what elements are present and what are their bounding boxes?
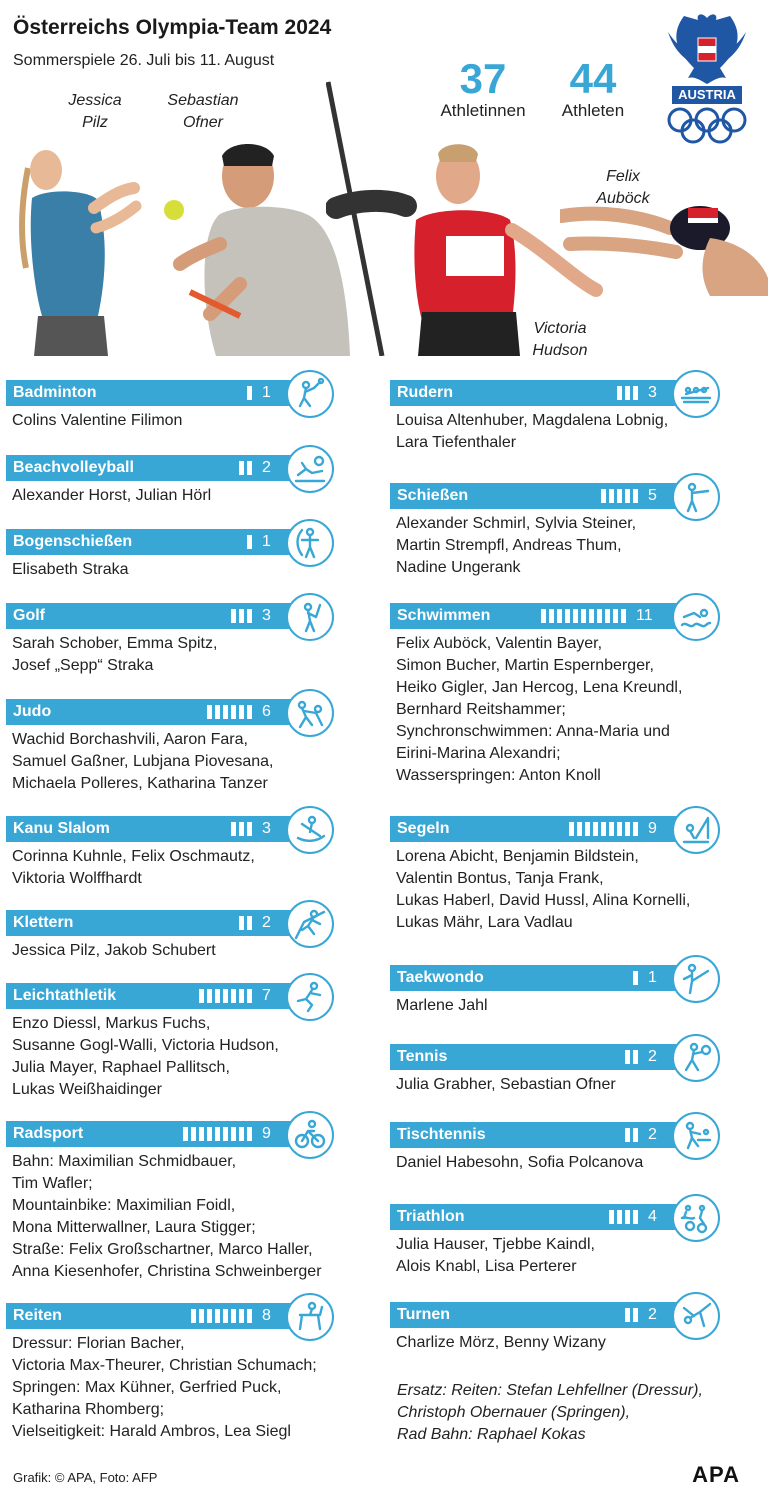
sport-name: Radsport: [13, 1125, 84, 1142]
page-subtitle: Sommerspiele 26. Juli bis 11. August: [13, 52, 275, 69]
athlete-tick: [247, 1309, 252, 1323]
athlete-names-line: Simon Bucher, Martin Espernberger,: [396, 657, 654, 674]
sport-name: Rudern: [397, 384, 453, 401]
athlete-tick: [239, 609, 244, 623]
sport-name: Leichtathletik: [13, 987, 117, 1004]
athlete-count: 1: [262, 533, 271, 550]
athlete-tick: [223, 989, 228, 1003]
athlete-names: [12, 485, 211, 507]
athlete-tick: [199, 989, 204, 1003]
athlete-count-ticks: [239, 461, 252, 475]
athlete-tick: [247, 822, 252, 836]
athlete-names-line: Colins Valentine Filimon: [12, 412, 183, 429]
athlete-names-line: Mountainbike: Maximilian Foidl,: [12, 1197, 236, 1214]
table-tennis-icon: [680, 1120, 712, 1152]
athlete-tick: [247, 386, 252, 400]
athlete-tick: [239, 822, 244, 836]
athlete-names: [396, 995, 488, 1017]
athlete-names-line: Jessica Pilz, Jakob Schubert: [12, 942, 216, 959]
sport-icon-badge: [672, 955, 720, 1003]
athlete-names-line: Enzo Diessl, Markus Fuchs,: [12, 1015, 211, 1032]
athlete-names: [396, 410, 668, 454]
athlete-names-line: Eirini-Marina Alexandri;: [396, 745, 561, 762]
athlete-tick: [247, 609, 252, 623]
athlete-tick: [589, 609, 594, 623]
featured-pilz-label: Jessica Pilz: [68, 92, 122, 131]
athlete-tick: [601, 489, 606, 503]
sport-bar: [6, 1303, 326, 1329]
sport-bar: [390, 1122, 712, 1148]
photo-felix-aubock: [560, 188, 768, 296]
athlete-names-line: Marlene Jahl: [396, 997, 488, 1014]
athlete-names-line: Lara Tiefenthaler: [396, 434, 517, 451]
athlete-tick: [633, 1308, 638, 1322]
athlete-names-line: Felix Auböck, Valentin Bayer,: [396, 635, 603, 652]
athlete-count-ticks: [247, 386, 252, 400]
sport-bar: [390, 380, 712, 406]
athlete-count-ticks: [601, 489, 638, 503]
athlete-tick: [231, 1127, 236, 1141]
sport-name: Bogenschießen: [13, 533, 133, 550]
athlete-tick: [239, 1309, 244, 1323]
sport-name: Taekwondo: [397, 969, 484, 986]
athlete-tick: [585, 822, 590, 836]
athlete-tick: [617, 1210, 622, 1224]
athlete-names-line: Julia Mayer, Raphael Pallitsch,: [12, 1059, 230, 1076]
sport-bar: [390, 1302, 712, 1328]
athlete-count: 2: [648, 1048, 657, 1065]
rowing-icon: [680, 378, 712, 410]
sport-name: Schwimmen: [397, 607, 491, 624]
athlete-count-ticks: [625, 1050, 638, 1064]
olympic-rings-icon: [664, 106, 750, 146]
athlete-names-line: Wachid Borchashvili, Aaron Fara,: [12, 731, 248, 748]
sport-icon-badge: [672, 1112, 720, 1160]
judo-icon: [294, 697, 326, 729]
athlete-names: [396, 1332, 606, 1354]
athlete-tick: [625, 1308, 630, 1322]
athlete-tick: [231, 705, 236, 719]
athlete-tick: [215, 989, 220, 1003]
athlete-names-line: Lorena Abicht, Benjamin Bildstein,: [396, 848, 639, 865]
athlete-tick: [549, 609, 554, 623]
athlete-names-line: Heiko Gigler, Jan Hercog, Lena Kreundl,: [396, 679, 683, 696]
sport-icon-badge: [672, 1194, 720, 1242]
photo-jessica-pilz: [8, 128, 148, 356]
athlete-tick: [617, 386, 622, 400]
athlete-count: 2: [648, 1306, 657, 1323]
athlete-names-line: Mona Mitterwallner, Laura Stigger;: [12, 1219, 256, 1236]
athlete-names-line: Vielseitigkeit: Harald Ambros, Lea Siegl: [12, 1423, 291, 1440]
sport-icon-badge: [286, 593, 334, 641]
sport-bar: [6, 455, 326, 481]
athlete-names: [12, 1151, 322, 1283]
athlete-names-line: Wasserspringen: Anton Knoll: [396, 767, 601, 784]
athlete-tick: [215, 705, 220, 719]
athlete-names: [12, 729, 274, 795]
athlete-tick: [609, 1210, 614, 1224]
athlete-names-line: Alexander Horst, Julian Hörl: [12, 487, 212, 504]
athleten-label: Athleten: [561, 101, 625, 120]
sport-bar: [390, 1044, 712, 1070]
athlete-tick: [593, 822, 598, 836]
equestrian-icon: [294, 1301, 326, 1333]
featured-hudson-label: Victoria Hudson: [532, 320, 588, 359]
athlete-tick: [633, 971, 638, 985]
athlete-tick: [633, 822, 638, 836]
athlete-tick: [557, 609, 562, 623]
athlete-count: 11: [636, 607, 653, 624]
athlete-tick: [625, 386, 630, 400]
athlete-tick: [633, 386, 638, 400]
athlete-names-line: Lukas Haberl, David Hussl, Alina Kornelli,: [396, 892, 691, 909]
sport-bar: [6, 1121, 326, 1147]
swimming-icon: [680, 601, 712, 633]
athlete-count-ticks: [633, 971, 638, 985]
athlete-tick: [633, 1128, 638, 1142]
beachvolleyball-icon: [294, 453, 326, 485]
athlete-tick: [601, 822, 606, 836]
sport-bar: [390, 483, 712, 509]
athletinnen-label: Athletinnen: [440, 101, 526, 120]
athlete-names-line: Charlize Mörz, Benny Wizany: [396, 1334, 606, 1351]
athlete-count-ticks: [199, 989, 252, 1003]
athlete-count-ticks: [541, 609, 626, 623]
athlete-count-ticks: [609, 1210, 638, 1224]
athlete-names-line: Lukas Weißhaidinger: [12, 1081, 163, 1098]
sport-bar: [390, 1204, 712, 1230]
athlete-names: [12, 1333, 317, 1443]
athlete-tick: [231, 989, 236, 1003]
athlete-tick: [199, 1127, 204, 1141]
sport-bar: [390, 603, 712, 629]
athlete-tick: [609, 822, 614, 836]
climbing-icon: [294, 908, 326, 940]
athlete-count-ticks: [569, 822, 638, 836]
athlete-tick: [207, 1309, 212, 1323]
athlete-tick: [207, 705, 212, 719]
ersatz-note: Ersatz: Reiten: Stefan Lehfellner (Dressur), Christoph Obernauer (Springen), Rad Bahn: Raphael Kokas: [397, 1382, 703, 1443]
sport-icon-badge: [286, 806, 334, 854]
athlete-tick: [247, 535, 252, 549]
sport-name: Tennis: [397, 1048, 448, 1065]
athlete-count: 7: [262, 987, 271, 1004]
athlete-tick: [223, 1127, 228, 1141]
athlete-count: 8: [262, 1307, 271, 1324]
sport-bar: [6, 910, 326, 936]
athlete-tick: [605, 609, 610, 623]
athlete-names-line: Katharina Rhomberg;: [12, 1401, 165, 1418]
athlete-tick: [231, 1309, 236, 1323]
athlete-count: 9: [648, 820, 657, 837]
athlete-names-line: Anna Kiesenhofer, Christina Schweinberger: [12, 1263, 322, 1280]
athlete-tick: [215, 1309, 220, 1323]
athletinnen-count: 37: [459, 55, 507, 102]
athlete-tick: [239, 916, 244, 930]
sport-name: Kanu Slalom: [13, 820, 110, 837]
sport-icon-badge: [672, 1034, 720, 1082]
sport-bar: [6, 603, 326, 629]
sport-icon-badge: [672, 370, 720, 418]
athlete-tick: [239, 1127, 244, 1141]
sport-name: Segeln: [397, 820, 450, 837]
athlete-names: [396, 1234, 595, 1278]
athlete-tick: [569, 822, 574, 836]
sport-icon-badge: [672, 1292, 720, 1340]
athlete-tick: [633, 1210, 638, 1224]
athlete-tick: [621, 609, 626, 623]
athlete-names-line: Corinna Kuhnle, Felix Oschmautz,: [12, 848, 255, 865]
athlete-count-ticks: [625, 1308, 638, 1322]
athlete-count: 3: [262, 607, 271, 624]
sport-name: Klettern: [13, 914, 74, 931]
athlete-tick: [223, 1309, 228, 1323]
sport-name: Tischtennis: [397, 1126, 486, 1143]
athlete-tick: [573, 609, 578, 623]
athlete-count-ticks: [617, 386, 638, 400]
athlete-tick: [633, 489, 638, 503]
athlete-count: 1: [648, 969, 657, 986]
athlete-names-line: Louisa Altenhuber, Magdalena Lobnig,: [396, 412, 669, 429]
sport-name: Judo: [13, 703, 52, 720]
athlete-tick: [609, 489, 614, 503]
athlete-names-line: Straße: Felix Großschartner, Marco Haller,: [12, 1241, 313, 1258]
athlete-names-line: Tim Wafler;: [12, 1175, 93, 1192]
athlete-tick: [581, 609, 586, 623]
athlete-count: 2: [648, 1126, 657, 1143]
sport-icon-badge: [286, 445, 334, 493]
athlete-names-line: Nadine Ungerank: [396, 559, 521, 576]
athlete-tick: [191, 1127, 196, 1141]
athlete-tick: [223, 705, 228, 719]
sport-bar: [390, 816, 712, 842]
athlete-count: 4: [648, 1208, 657, 1225]
athlete-tick: [577, 822, 582, 836]
athlete-tick: [239, 989, 244, 1003]
sport-icon-badge: [286, 689, 334, 737]
athlete-names-line: Dressur: Florian Bacher,: [12, 1335, 185, 1352]
athlete-count: 1: [262, 384, 271, 401]
athlete-count-ticks: [191, 1309, 252, 1323]
sport-icon-badge: [286, 519, 334, 567]
athlete-names-line: Julia Hauser, Tjebbe Kaindl,: [396, 1236, 595, 1253]
cycling-icon: [294, 1119, 326, 1151]
sport-icon-badge: [672, 473, 720, 521]
athlete-names: [12, 940, 216, 962]
golf-icon: [294, 601, 326, 633]
athlete-names-line: Elisabeth Straka: [12, 561, 129, 578]
athlete-tick: [207, 989, 212, 1003]
athlete-count: 2: [262, 914, 271, 931]
athlete-names-line: Martin Strempfl, Andreas Thum,: [396, 537, 622, 554]
apa-logo: APA: [692, 1462, 740, 1487]
athlete-names: [12, 633, 217, 677]
badminton-icon: [294, 378, 326, 410]
austria-label: AUSTRIA: [672, 86, 742, 104]
sport-icon-badge: [286, 973, 334, 1021]
athlete-names-line: Valentin Bontus, Tanja Frank,: [396, 870, 604, 887]
athlete-tick: [191, 1309, 196, 1323]
athlete-names-line: Julia Grabher, Sebastian Ofner: [396, 1076, 616, 1093]
shooting-icon: [680, 481, 712, 513]
athlete-tick: [625, 822, 630, 836]
athlete-names-line: Viktoria Wolffhardt: [12, 870, 142, 887]
athlete-names-line: Springen: Max Kühner, Gerfried Puck,: [12, 1379, 282, 1396]
athlete-tick: [625, 489, 630, 503]
triathlon-icon: [680, 1202, 712, 1234]
olympic-committee-logo: [664, 10, 750, 145]
featured-ofner-label: Sebastian Ofner: [167, 92, 239, 131]
athlete-tick: [597, 609, 602, 623]
sport-name: Reiten: [13, 1307, 62, 1324]
athlete-count: 2: [262, 459, 271, 476]
athlete-tick: [625, 1128, 630, 1142]
athlete-count-ticks: [247, 535, 252, 549]
athlete-tick: [625, 1210, 630, 1224]
athlete-count: 5: [648, 487, 657, 504]
sport-bar: [6, 380, 326, 406]
athlete-tick: [199, 1309, 204, 1323]
sailing-icon: [680, 814, 712, 846]
gymnastics-icon: [680, 1300, 712, 1332]
sport-bar: [6, 699, 326, 725]
canoe-slalom-icon: [294, 814, 326, 846]
athlete-tick: [215, 1127, 220, 1141]
athlete-names: [12, 1013, 279, 1101]
athlete-tick: [247, 705, 252, 719]
athlete-tick: [207, 1127, 212, 1141]
sport-icon-badge: [286, 370, 334, 418]
athlete-tick: [613, 609, 618, 623]
athlete-names-line: Susanne Gogl-Walli, Victoria Hudson,: [12, 1037, 279, 1054]
athlete-names: [396, 1074, 616, 1096]
sport-bar: [6, 983, 326, 1009]
athlete-tick: [633, 1050, 638, 1064]
athlete-tick: [541, 609, 546, 623]
athlete-count: 6: [262, 703, 271, 720]
athlete-tick: [247, 1127, 252, 1141]
sport-bar: [390, 965, 712, 991]
sport-name: Triathlon: [397, 1208, 465, 1225]
athlete-tick: [565, 609, 570, 623]
athlete-names-line: Alois Knabl, Lisa Perterer: [396, 1258, 577, 1275]
featured-aubock-label: Felix Auböck: [596, 168, 650, 207]
athlete-count: 9: [262, 1125, 271, 1142]
athlete-tick: [239, 705, 244, 719]
sport-bar: [6, 816, 326, 842]
athlete-names: [396, 1152, 643, 1174]
athlete-names: [396, 513, 636, 579]
athlete-count: 3: [648, 384, 657, 401]
athlete-names: [12, 846, 255, 890]
archery-icon: [294, 527, 326, 559]
athlete-tick: [247, 461, 252, 475]
athlete-names: [396, 633, 682, 787]
athlete-tick: [617, 489, 622, 503]
athlete-names-line: Synchronschwimmen: Anna-Maria und: [396, 723, 670, 740]
athlete-count-ticks: [231, 609, 252, 623]
athletics-icon: [294, 981, 326, 1013]
athlete-count-ticks: [239, 916, 252, 930]
athlete-names-line: Alexander Schmirl, Sylvia Steiner,: [396, 515, 637, 532]
athleten-count: 44: [569, 55, 617, 102]
sport-name: Badminton: [13, 384, 97, 401]
athlete-names-line: Victoria Max-Theurer, Christian Schumach;: [12, 1357, 317, 1374]
athlete-names-line: Daniel Habesohn, Sofia Polcanova: [396, 1154, 644, 1171]
credit-line: Grafik: © APA, Foto: AFP: [13, 1470, 158, 1485]
athlete-count: 3: [262, 820, 271, 837]
sport-name: Schießen: [397, 487, 469, 504]
sport-name: Golf: [13, 607, 45, 624]
sport-bar: [6, 529, 326, 555]
athlete-tick: [183, 1127, 188, 1141]
athlete-count-ticks: [207, 705, 252, 719]
athlete-count-ticks: [625, 1128, 638, 1142]
athlete-names: [12, 410, 182, 432]
athlete-count-ticks: [183, 1127, 252, 1141]
athlete-tick: [239, 461, 244, 475]
athlete-names-line: Lukas Mähr, Lara Vadlau: [396, 914, 573, 931]
athlete-names: [12, 559, 129, 581]
athlete-tick: [247, 916, 252, 930]
athlete-tick: [231, 609, 236, 623]
sport-icon-badge: [286, 900, 334, 948]
athlete-tick: [247, 989, 252, 1003]
athlete-names-line: Bahn: Maximilian Schmidbauer,: [12, 1153, 237, 1170]
sport-name: Beachvolleyball: [13, 459, 134, 476]
tennis-icon: [680, 1042, 712, 1074]
athlete-names-line: Josef „Sepp“ Straka: [12, 657, 154, 674]
athlete-names-line: Michaela Polleres, Katharina Tanzer: [12, 775, 268, 792]
page-title: Österreichs Olympia-Team 2024: [13, 16, 332, 39]
athlete-count-ticks: [231, 822, 252, 836]
athlete-tick: [231, 822, 236, 836]
athlete-tick: [617, 822, 622, 836]
athlete-names-line: Bernhard Reitshammer;: [396, 701, 566, 718]
sport-name: Turnen: [397, 1306, 451, 1323]
athlete-tick: [625, 1050, 630, 1064]
athlete-names: [396, 846, 690, 934]
taekwondo-icon: [680, 963, 712, 995]
athlete-names-line: Sarah Schober, Emma Spitz,: [12, 635, 218, 652]
athlete-names-line: Samuel Gaßner, Lubjana Piovesana,: [12, 753, 274, 770]
